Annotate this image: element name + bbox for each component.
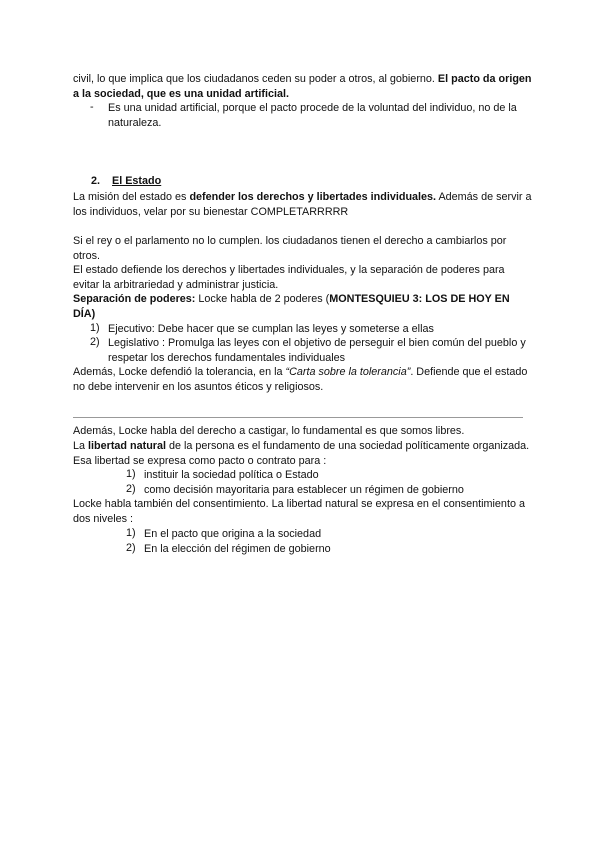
section3-paragraph-3: Locke habla también del consentimiento. La libertad natural se expresa en el consentimiento a dos niveles : xyxy=(73,498,525,525)
list-number: 2) xyxy=(126,542,136,554)
list-item: En el pacto que origina a la sociedad xyxy=(144,528,322,540)
section-title: El Estado xyxy=(112,175,162,187)
section2-paragraph-4 xyxy=(73,292,533,321)
bold-text: MONTESQUIEU 3: LOS DE HOY EN DÍA) xyxy=(73,293,510,320)
list-item: como decisión mayoritaria para establecer un régimen de gobierno xyxy=(144,484,464,496)
section2-paragraph-1 xyxy=(73,190,533,219)
intro-paragraph xyxy=(73,72,533,101)
italic-text: “Carta sobre la tolerancia” xyxy=(285,366,411,378)
list-item: Legislativo : Promulga las leyes con el objetivo de perseguir el bien común del pueblo y respetar los derechos fundamentales individuales xyxy=(108,337,526,364)
intro-bold-text: El pacto da origen a la sociedad, que es una unidad artificial. xyxy=(73,73,532,100)
section-heading xyxy=(73,174,533,189)
list-item: Ejecutivo: Debe hacer que se cumplan las leyes y someterse a ellas xyxy=(108,323,434,335)
text: La misión del estado es xyxy=(73,191,190,203)
horizontal-rule xyxy=(73,417,523,418)
section2-paragraph-2: Si el rey o el parlamento no lo cumplen. los ciudadanos tienen el derecho a cambiarlos por otros. xyxy=(73,235,507,262)
list-number: 2) xyxy=(126,483,136,495)
text: de la persona es el fundamento de una sociedad políticamente organizada. Esa libertad se expresa como pacto o contrato para : xyxy=(73,440,530,467)
section2-paragraph-5 xyxy=(73,365,533,394)
bold-text: Separación de poderes: xyxy=(73,293,196,305)
section3-paragraph-1: Además, Locke habla del derecho a castigar, lo fundamental es que somos libres. xyxy=(73,425,465,437)
list-item: instituir la sociedad política o Estado xyxy=(144,469,319,481)
bullet-text: Es una unidad artificial, porque el pacto procede de la voluntad del individuo, no de la naturaleza. xyxy=(108,102,517,129)
list-item: En la elección del régimen de gobierno xyxy=(144,543,331,555)
text: Además, Locke defendió la tolerancia, en la xyxy=(73,366,286,378)
list-number: 1) xyxy=(126,527,136,539)
bullet-marker: - xyxy=(90,101,94,113)
text: . Defiende que el estado no debe intervenir en los asuntos éticos y religiosos. xyxy=(73,366,528,393)
text: Locke habla de 2 poderes ( xyxy=(195,293,330,305)
list-number: 2) xyxy=(90,336,100,348)
text: La xyxy=(73,440,89,452)
section-number: 2. xyxy=(91,175,101,187)
bold-text: defender los derechos y libertades individuales. xyxy=(189,191,437,203)
section2-paragraph-3: El estado defiende los derechos y libertades individuales, y la separación de poderes para evitar la arbitrariedad y administrar justicia. xyxy=(73,264,505,291)
intro-text: civil, lo que implica que los ciudadanos ceden su poder a otros, al gobierno. xyxy=(73,73,438,85)
section3-paragraph-2 xyxy=(73,439,533,468)
text: Además de servir a los individuos, velar por su bienestar COMPLETARRRRR xyxy=(73,191,532,218)
list-number: 1) xyxy=(90,322,100,334)
bold-text: libertad natural xyxy=(88,440,167,452)
list-number: 1) xyxy=(126,468,136,480)
